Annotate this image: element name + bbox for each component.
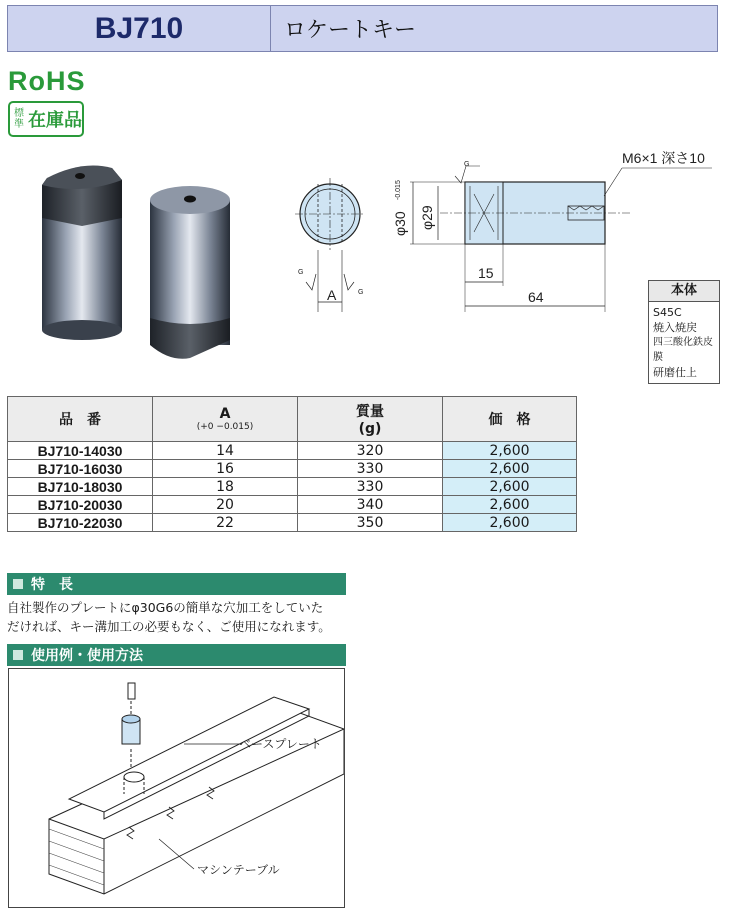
table-header-row [8, 397, 577, 442]
features-text [7, 598, 357, 636]
col-a-tol: (+0 −0.015) [196, 422, 254, 432]
features-header [7, 573, 346, 595]
usage-header [7, 644, 346, 666]
section-marker-icon [13, 579, 23, 589]
col-a-label: A [219, 406, 231, 422]
usage-drawing [9, 669, 344, 907]
col-a [153, 397, 298, 442]
material-line: 研磨仕上 [653, 366, 697, 379]
title-bar [7, 5, 718, 52]
cell-part: BJ710-20030 [8, 496, 153, 514]
cell-price: 2,600 [443, 460, 577, 478]
usage-illustration [8, 668, 345, 908]
cell-part: BJ710-18030 [8, 478, 153, 496]
cell-mass: 350 [298, 514, 443, 532]
col-a-tol-upper: +0 [200, 422, 214, 432]
dim-64: 64 [528, 289, 544, 305]
finish-mark-top: G [464, 161, 470, 168]
col-a-tol-lower: −0.015 [216, 422, 250, 432]
features-line: 自社製作のプレートにφ30G6の簡単な穴加工をしていた [7, 600, 324, 615]
cell-part: BJ710-14030 [8, 442, 153, 460]
cell-mass: 340 [298, 496, 443, 514]
col-price: 価 格 [443, 397, 577, 442]
cell-mass: 330 [298, 478, 443, 496]
cell-price: 2,600 [443, 478, 577, 496]
product-code: BJ710 [8, 6, 271, 51]
cell-a: 14 [153, 442, 298, 460]
stock-badge-label: 在庫品 [28, 110, 82, 131]
cell-part: BJ710-22030 [8, 514, 153, 532]
col-mass-label: 質量 [356, 404, 384, 420]
col-part: 品 番 [8, 397, 153, 442]
cell-a: 18 [153, 478, 298, 496]
dim-15: 15 [478, 265, 494, 281]
table-row [8, 514, 577, 532]
tap-callout: M6×1 深さ10 [622, 150, 705, 166]
features-line: だければ、キー溝加工の必要もなく、ご使用になれます。 [7, 619, 331, 634]
cell-a: 22 [153, 514, 298, 532]
finish-mark-right: G [358, 289, 364, 296]
product-photo-right [150, 186, 230, 359]
cell-mass: 330 [298, 460, 443, 478]
cell-price: 2,600 [443, 442, 577, 460]
label-machine-table: マシンテーブル [197, 863, 280, 877]
cell-part: BJ710-16030 [8, 460, 153, 478]
dim-phi30-tol: -0.015 [395, 180, 402, 200]
dim-phi29: φ29 [419, 205, 435, 230]
stock-badge-small: 標準 [14, 108, 24, 130]
table-row [8, 496, 577, 514]
cell-price: 2,600 [443, 514, 577, 532]
product-drawing [0, 140, 732, 380]
material-line: 焼入焼戻 [653, 321, 697, 334]
product-name: ロケートキー [284, 18, 417, 43]
spec-table [7, 396, 577, 532]
col-mass [298, 397, 443, 442]
cell-a: 16 [153, 460, 298, 478]
col-mass-unit: (g) [358, 421, 382, 437]
table-row [8, 460, 577, 478]
features-title: 特 長 [31, 577, 73, 593]
section-marker-icon [13, 650, 23, 660]
cell-mass: 320 [298, 442, 443, 460]
cell-price: 2,600 [443, 496, 577, 514]
dim-a-label: A [327, 287, 337, 303]
material-title: 本体 [649, 281, 719, 302]
dim-phi30: φ30 [392, 211, 408, 236]
label-base-plate: ベースプレート [239, 737, 322, 751]
product-photo-left [42, 166, 122, 340]
rohs-badge: RoHS [8, 66, 86, 96]
stock-badge [8, 101, 84, 137]
material-body [649, 302, 719, 383]
material-box [648, 280, 720, 384]
finish-mark-left: G [298, 269, 304, 276]
material-line: 四三酸化鉄皮膜 [653, 337, 713, 363]
table-row [8, 478, 577, 496]
table-row [8, 442, 577, 460]
usage-title: 使用例・使用方法 [31, 648, 143, 664]
cell-a: 20 [153, 496, 298, 514]
material-line: S45C [653, 306, 682, 319]
